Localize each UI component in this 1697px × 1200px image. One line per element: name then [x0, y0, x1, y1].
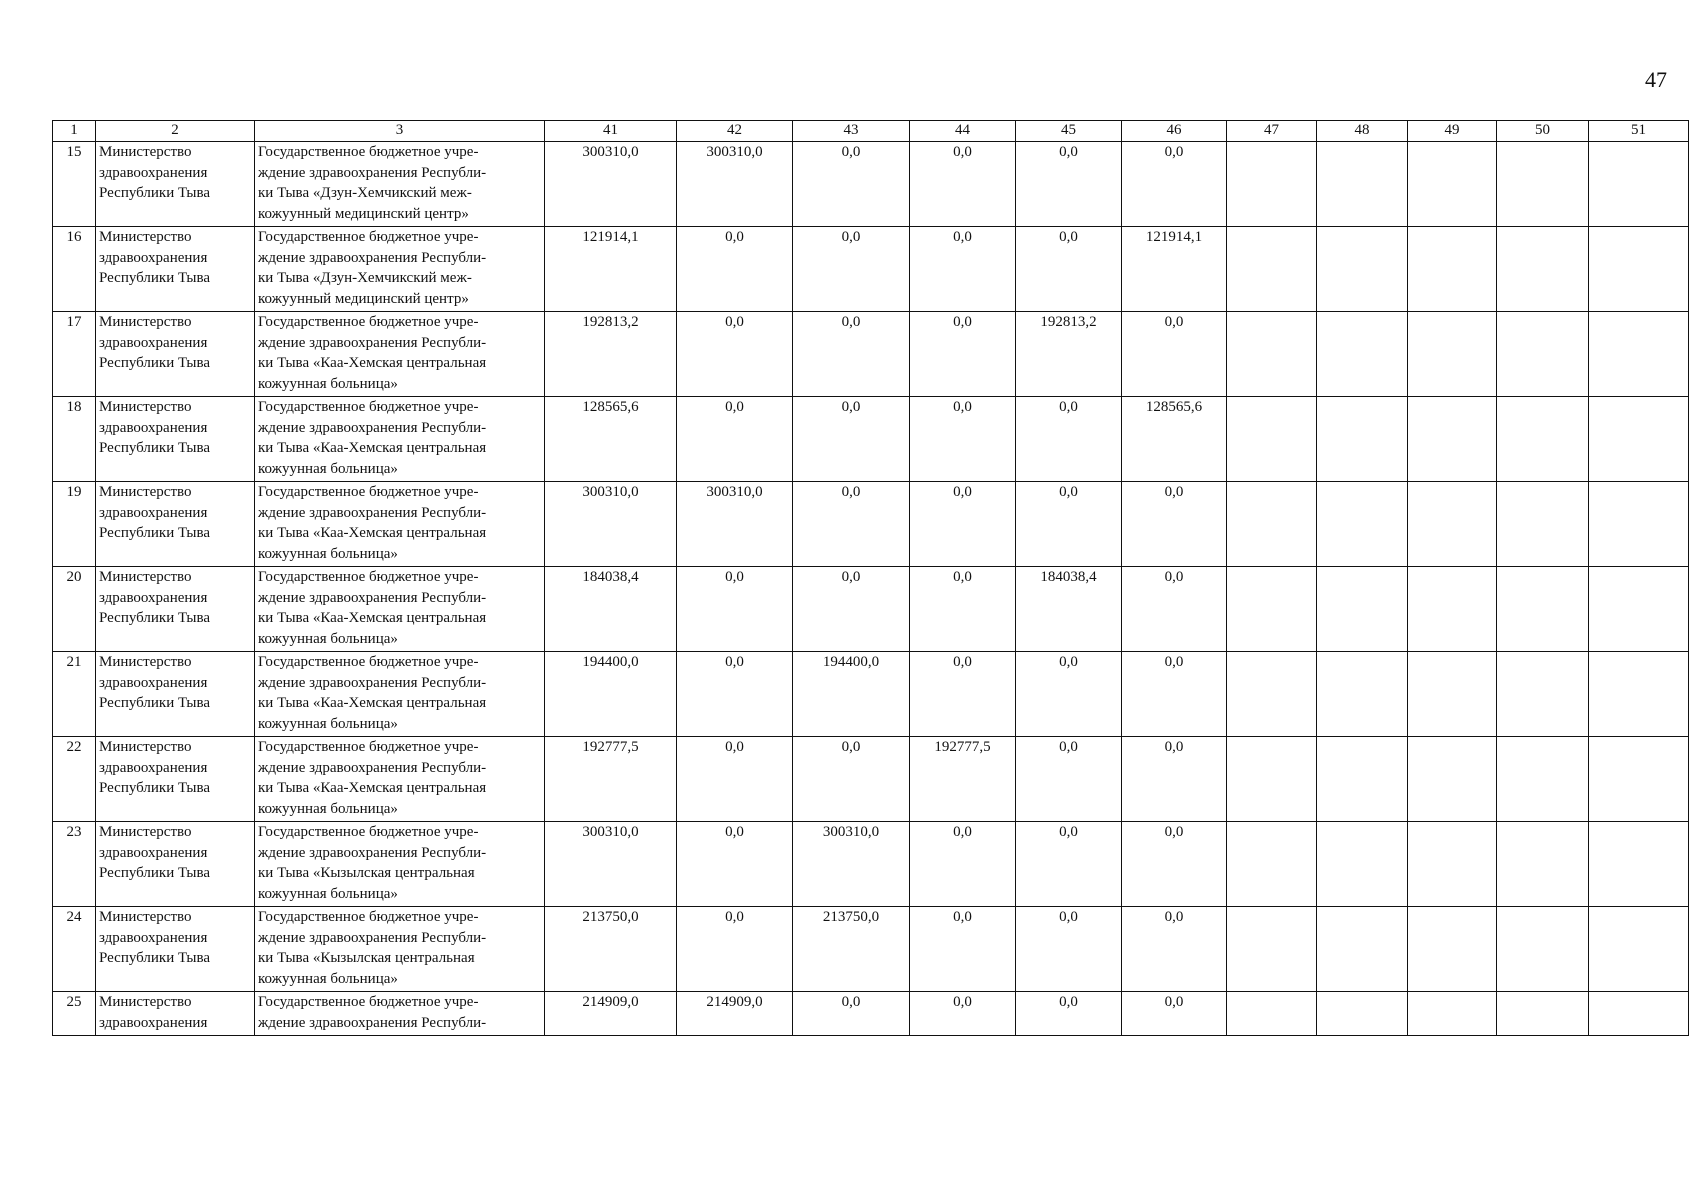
value-cell-col-49	[1408, 652, 1497, 737]
value-cell-col-48	[1317, 482, 1408, 567]
organization-line: Министерство	[99, 739, 192, 755]
row-number-cell: 23	[53, 822, 96, 907]
institution-line: ки Тыва «Дзун-Хемчикский меж-	[258, 185, 472, 201]
value-cell-col-44: 192777,5	[910, 737, 1016, 822]
value-cell-col-47	[1227, 142, 1317, 227]
value-cell-col-51	[1589, 227, 1689, 312]
value-cell-col-49	[1408, 907, 1497, 992]
institution-line: кожуунная больница»	[258, 460, 398, 477]
institution-line: ждение здравоохранения Республи-	[258, 844, 487, 861]
value-cell-col-45: 0,0	[1016, 992, 1122, 1036]
row-number-cell: 17	[53, 312, 96, 397]
value-cell-col-44: 0,0	[910, 227, 1016, 312]
value-cell-col-48	[1317, 312, 1408, 397]
value-cell-col-50	[1497, 142, 1589, 227]
organization-cell	[96, 992, 255, 1036]
value-cell-col-46: 0,0	[1122, 907, 1227, 992]
table-row	[53, 907, 1689, 992]
value-cell-col-45: 184038,4	[1016, 567, 1122, 652]
value-cell-col-43: 0,0	[793, 567, 910, 652]
row-number-cell: 18	[53, 397, 96, 482]
value-cell-col-51	[1589, 482, 1689, 567]
table-row	[53, 142, 1689, 227]
organization-line: Республики Тыва	[99, 185, 211, 201]
value-cell-col-49	[1408, 227, 1497, 312]
column-header: 42	[677, 121, 793, 142]
value-cell-col-49	[1408, 142, 1497, 227]
institution-line: ждение здравоохранения Республи-	[258, 249, 487, 266]
row-number-cell: 15	[53, 142, 96, 227]
column-header: 46	[1122, 121, 1227, 142]
value-cell-col-41: 213750,0	[545, 907, 677, 992]
value-cell-col-51	[1589, 397, 1689, 482]
institution-cell	[255, 992, 545, 1036]
organization-line: Министерство	[99, 569, 192, 585]
value-cell-col-42: 300310,0	[677, 482, 793, 567]
value-cell-col-41: 128565,6	[545, 397, 677, 482]
organization-line: здравоохранения	[99, 844, 208, 861]
column-header: 47	[1227, 121, 1317, 142]
institution-line: ки Тыва «Кызылская центральная	[258, 865, 475, 881]
value-cell-col-48	[1317, 822, 1408, 907]
organization-line: Министерство	[99, 484, 192, 500]
institution-line: кожуунный медицинский центр»	[258, 205, 469, 222]
column-header: 43	[793, 121, 910, 142]
organization-line: Министерство	[99, 654, 192, 670]
institution-line: кожуунная больница»	[258, 885, 398, 902]
table-row	[53, 992, 1689, 1036]
value-cell-col-47	[1227, 312, 1317, 397]
value-cell-col-42: 0,0	[677, 397, 793, 482]
value-cell-col-47	[1227, 567, 1317, 652]
organization-line: здравоохранения	[99, 164, 208, 181]
value-cell-col-44: 0,0	[910, 907, 1016, 992]
institution-line: Государственное бюджетное учре-	[258, 739, 479, 755]
value-cell-col-43: 0,0	[793, 312, 910, 397]
value-cell-col-51	[1589, 737, 1689, 822]
institution-line: ки Тыва «Каа-Хемская центральная	[258, 525, 487, 541]
value-cell-col-50	[1497, 737, 1589, 822]
column-header: 41	[545, 121, 677, 142]
value-cell-col-47	[1227, 397, 1317, 482]
organization-line: здравоохранения	[99, 334, 208, 351]
value-cell-col-45: 0,0	[1016, 907, 1122, 992]
value-cell-col-41: 300310,0	[545, 142, 677, 227]
row-number-cell: 22	[53, 737, 96, 822]
table-row	[53, 397, 1689, 482]
budget-table	[52, 120, 1689, 1036]
value-cell-col-49	[1408, 312, 1497, 397]
organization-line: Республики Тыва	[99, 780, 211, 796]
value-cell-col-51	[1589, 822, 1689, 907]
value-cell-col-41: 300310,0	[545, 822, 677, 907]
organization-line: Министерство	[99, 144, 192, 160]
institution-line: Государственное бюджетное учре-	[258, 824, 479, 840]
institution-line: Государственное бюджетное учре-	[258, 229, 479, 245]
value-cell-col-42: 0,0	[677, 652, 793, 737]
institution-cell	[255, 397, 545, 482]
institution-line: ждение здравоохранения Республи-	[258, 334, 487, 351]
value-cell-col-41: 192813,2	[545, 312, 677, 397]
value-cell-col-45: 0,0	[1016, 822, 1122, 907]
institution-line: кожуунный медицинский центр»	[258, 290, 469, 307]
value-cell-col-51	[1589, 312, 1689, 397]
institution-line: Государственное бюджетное учре-	[258, 399, 479, 415]
value-cell-col-48	[1317, 992, 1408, 1036]
value-cell-col-41: 300310,0	[545, 482, 677, 567]
organization-line: Министерство	[99, 229, 192, 245]
institution-cell	[255, 652, 545, 737]
organization-line: Республики Тыва	[99, 610, 211, 626]
institution-line: кожуунная больница»	[258, 375, 398, 392]
value-cell-col-51	[1589, 142, 1689, 227]
organization-line: здравоохранения	[99, 759, 208, 776]
value-cell-col-45: 0,0	[1016, 737, 1122, 822]
institution-cell	[255, 312, 545, 397]
value-cell-col-43: 0,0	[793, 482, 910, 567]
value-cell-col-42: 0,0	[677, 312, 793, 397]
value-cell-col-45: 0,0	[1016, 397, 1122, 482]
value-cell-col-48	[1317, 737, 1408, 822]
institution-line: Государственное бюджетное учре-	[258, 909, 479, 925]
organization-line: Министерство	[99, 314, 192, 330]
value-cell-col-41: 184038,4	[545, 567, 677, 652]
organization-line: Республики Тыва	[99, 440, 211, 456]
row-number-cell: 21	[53, 652, 96, 737]
organization-cell	[96, 482, 255, 567]
value-cell-col-47	[1227, 652, 1317, 737]
organization-line: здравоохранения	[99, 504, 208, 521]
institution-cell	[255, 567, 545, 652]
page-number: 47	[1645, 67, 1667, 92]
institution-line: кожуунная больница»	[258, 715, 398, 732]
value-cell-col-46: 0,0	[1122, 482, 1227, 567]
value-cell-col-45: 192813,2	[1016, 312, 1122, 397]
value-cell-col-46: 121914,1	[1122, 227, 1227, 312]
organization-line: Министерство	[99, 994, 192, 1010]
organization-cell	[96, 737, 255, 822]
value-cell-col-47	[1227, 482, 1317, 567]
institution-cell	[255, 822, 545, 907]
organization-line: Министерство	[99, 824, 192, 840]
institution-line: ждение здравоохранения Республи-	[258, 674, 487, 691]
institution-line: Государственное бюджетное учре-	[258, 569, 479, 585]
organization-line: Республики Тыва	[99, 525, 211, 541]
institution-cell	[255, 482, 545, 567]
organization-cell	[96, 312, 255, 397]
institution-cell	[255, 907, 545, 992]
value-cell-col-44: 0,0	[910, 482, 1016, 567]
value-cell-col-48	[1317, 652, 1408, 737]
organization-line: здравоохранения	[99, 674, 208, 691]
value-cell-col-47	[1227, 737, 1317, 822]
value-cell-col-43: 213750,0	[793, 907, 910, 992]
value-cell-col-43: 0,0	[793, 142, 910, 227]
organization-line: Республики Тыва	[99, 950, 211, 966]
value-cell-col-46: 0,0	[1122, 992, 1227, 1036]
institution-line: ждение здравоохранения Республи-	[258, 589, 487, 606]
value-cell-col-47	[1227, 227, 1317, 312]
value-cell-col-48	[1317, 567, 1408, 652]
value-cell-col-43: 0,0	[793, 397, 910, 482]
value-cell-col-41: 194400,0	[545, 652, 677, 737]
table-row	[53, 822, 1689, 907]
value-cell-col-43: 0,0	[793, 992, 910, 1036]
value-cell-col-42: 300310,0	[677, 142, 793, 227]
organization-line: Республики Тыва	[99, 865, 211, 881]
table-row	[53, 312, 1689, 397]
organization-cell	[96, 567, 255, 652]
value-cell-col-45: 0,0	[1016, 652, 1122, 737]
institution-line: кожуунная больница»	[258, 545, 398, 562]
value-cell-col-48	[1317, 907, 1408, 992]
value-cell-col-43: 0,0	[793, 227, 910, 312]
value-cell-col-50	[1497, 992, 1589, 1036]
institution-line: ждение здравоохранения Республи-	[258, 504, 487, 521]
value-cell-col-49	[1408, 397, 1497, 482]
organization-cell	[96, 142, 255, 227]
column-header: 49	[1408, 121, 1497, 142]
organization-cell	[96, 822, 255, 907]
value-cell-col-44: 0,0	[910, 567, 1016, 652]
value-cell-col-43: 300310,0	[793, 822, 910, 907]
value-cell-col-49	[1408, 992, 1497, 1036]
value-cell-col-48	[1317, 227, 1408, 312]
value-cell-col-50	[1497, 482, 1589, 567]
column-header: 51	[1589, 121, 1689, 142]
institution-line: Государственное бюджетное учре-	[258, 654, 479, 670]
institution-cell	[255, 737, 545, 822]
organization-line: здравоохранения	[99, 249, 208, 266]
institution-line: Государственное бюджетное учре-	[258, 144, 479, 160]
value-cell-col-50	[1497, 907, 1589, 992]
organization-line: Республики Тыва	[99, 270, 211, 286]
value-cell-col-49	[1408, 822, 1497, 907]
value-cell-col-42: 214909,0	[677, 992, 793, 1036]
organization-line: Республики Тыва	[99, 695, 211, 711]
column-header: 45	[1016, 121, 1122, 142]
organization-line: здравоохранения	[99, 419, 208, 436]
value-cell-col-44: 0,0	[910, 397, 1016, 482]
table-row	[53, 227, 1689, 312]
column-header: 1	[53, 121, 96, 142]
value-cell-col-46: 0,0	[1122, 652, 1227, 737]
value-cell-col-50	[1497, 652, 1589, 737]
value-cell-col-44: 0,0	[910, 142, 1016, 227]
institution-line: кожуунная больница»	[258, 800, 398, 817]
column-header: 44	[910, 121, 1016, 142]
value-cell-col-45: 0,0	[1016, 227, 1122, 312]
value-cell-col-41: 121914,1	[545, 227, 677, 312]
institution-line: кожуунная больница»	[258, 970, 398, 987]
organization-line: Министерство	[99, 909, 192, 925]
institution-line: ждение здравоохранения Республи-	[258, 1014, 487, 1031]
row-number-cell: 25	[53, 992, 96, 1036]
organization-line: Республики Тыва	[99, 355, 211, 371]
value-cell-col-49	[1408, 737, 1497, 822]
value-cell-col-51	[1589, 652, 1689, 737]
value-cell-col-47	[1227, 992, 1317, 1036]
institution-cell	[255, 227, 545, 312]
row-number-cell: 16	[53, 227, 96, 312]
column-header: 48	[1317, 121, 1408, 142]
value-cell-col-42: 0,0	[677, 567, 793, 652]
organization-cell	[96, 227, 255, 312]
institution-line: ки Тыва «Кызылская центральная	[258, 950, 475, 966]
value-cell-col-47	[1227, 822, 1317, 907]
institution-line: ки Тыва «Дзун-Хемчикский меж-	[258, 270, 472, 286]
institution-line: Государственное бюджетное учре-	[258, 314, 479, 330]
table-row	[53, 482, 1689, 567]
value-cell-col-50	[1497, 397, 1589, 482]
value-cell-col-42: 0,0	[677, 737, 793, 822]
value-cell-col-49	[1408, 482, 1497, 567]
value-cell-col-50	[1497, 567, 1589, 652]
value-cell-col-51	[1589, 907, 1689, 992]
organization-cell	[96, 397, 255, 482]
organization-cell	[96, 907, 255, 992]
value-cell-col-50	[1497, 227, 1589, 312]
organization-line: здравоохранения	[99, 1014, 208, 1031]
organization-line: здравоохранения	[99, 589, 208, 606]
institution-line: ки Тыва «Каа-Хемская центральная	[258, 610, 487, 626]
value-cell-col-42: 0,0	[677, 907, 793, 992]
column-header: 3	[255, 121, 545, 142]
row-number-cell: 24	[53, 907, 96, 992]
organization-cell	[96, 652, 255, 737]
institution-cell	[255, 142, 545, 227]
value-cell-col-44: 0,0	[910, 992, 1016, 1036]
value-cell-col-46: 0,0	[1122, 822, 1227, 907]
value-cell-col-42: 0,0	[677, 822, 793, 907]
row-number-cell: 20	[53, 567, 96, 652]
institution-line: кожуунная больница»	[258, 630, 398, 647]
value-cell-col-44: 0,0	[910, 312, 1016, 397]
row-number-cell: 19	[53, 482, 96, 567]
value-cell-col-46: 128565,6	[1122, 397, 1227, 482]
table-row	[53, 737, 1689, 822]
value-cell-col-46: 0,0	[1122, 142, 1227, 227]
institution-line: ки Тыва «Каа-Хемская центральная	[258, 780, 487, 796]
institution-line: Государственное бюджетное учре-	[258, 994, 479, 1010]
value-cell-col-43: 194400,0	[793, 652, 910, 737]
table-row	[53, 652, 1689, 737]
value-cell-col-47	[1227, 907, 1317, 992]
value-cell-col-45: 0,0	[1016, 482, 1122, 567]
value-cell-col-51	[1589, 567, 1689, 652]
header-row	[53, 121, 1689, 142]
institution-line: ки Тыва «Каа-Хемская центральная	[258, 695, 487, 711]
institution-line: ждение здравоохранения Республи-	[258, 164, 487, 181]
institution-line: ждение здравоохранения Республи-	[258, 759, 487, 776]
institution-line: ки Тыва «Каа-Хемская центральная	[258, 440, 487, 456]
value-cell-col-43: 0,0	[793, 737, 910, 822]
institution-line: ждение здравоохранения Республи-	[258, 929, 487, 946]
value-cell-col-51	[1589, 992, 1689, 1036]
institution-line: ждение здравоохранения Республи-	[258, 419, 487, 436]
value-cell-col-50	[1497, 822, 1589, 907]
value-cell-col-45: 0,0	[1016, 142, 1122, 227]
table-body	[53, 142, 1689, 1036]
organization-line: Министерство	[99, 399, 192, 415]
value-cell-col-49	[1408, 567, 1497, 652]
column-header: 2	[96, 121, 255, 142]
value-cell-col-46: 0,0	[1122, 567, 1227, 652]
value-cell-col-48	[1317, 142, 1408, 227]
value-cell-col-46: 0,0	[1122, 312, 1227, 397]
value-cell-col-46: 0,0	[1122, 737, 1227, 822]
value-cell-col-44: 0,0	[910, 652, 1016, 737]
value-cell-col-50	[1497, 312, 1589, 397]
table-row	[53, 567, 1689, 652]
value-cell-col-44: 0,0	[910, 822, 1016, 907]
value-cell-col-42: 0,0	[677, 227, 793, 312]
institution-line: Государственное бюджетное учре-	[258, 484, 479, 500]
value-cell-col-41: 214909,0	[545, 992, 677, 1036]
organization-line: здравоохранения	[99, 929, 208, 946]
column-header: 50	[1497, 121, 1589, 142]
institution-line: ки Тыва «Каа-Хемская центральная	[258, 355, 487, 371]
value-cell-col-48	[1317, 397, 1408, 482]
value-cell-col-41: 192777,5	[545, 737, 677, 822]
